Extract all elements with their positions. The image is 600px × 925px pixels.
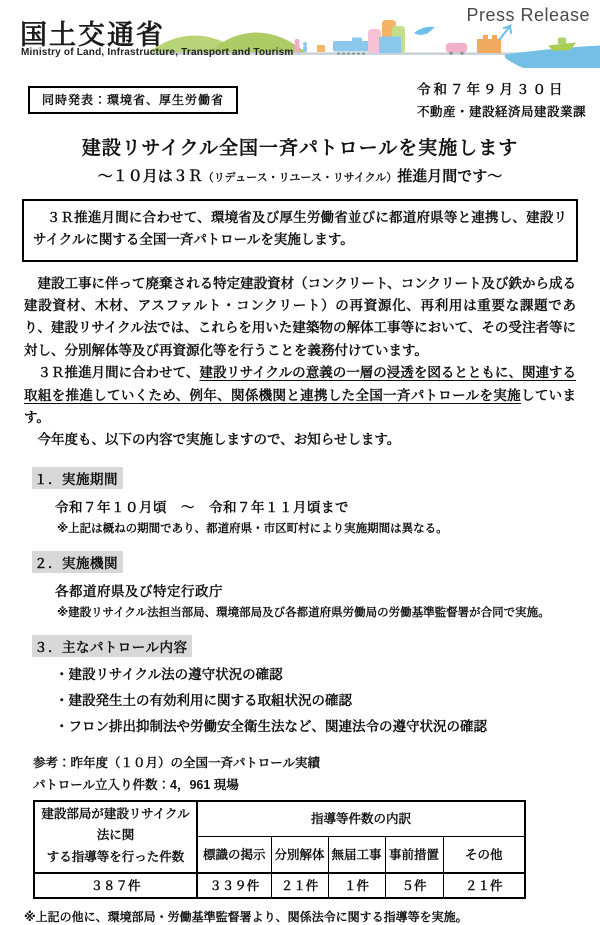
body-paragraph-2	[24, 362, 576, 429]
body-text	[24, 273, 576, 452]
subtitle-parenthetical: （リデュース・リユース・リサイクル）	[202, 172, 398, 184]
reference-count: パトロール立入り件数：4，961 現場	[33, 777, 239, 792]
paragraph-2-suffix: しています。	[24, 387, 577, 425]
joint-announcement-box: 同時発表：環境省、厚生労働省	[28, 86, 238, 114]
factory-icon	[477, 26, 511, 53]
section-patrol-contents	[0, 635, 600, 735]
body-paragraph-1: 建設工事に伴って廃棄される特定建設資材（コンクリート、コンクリート及び鉄から成る建設資材、木材、アスファルト・コンクリート）の再資源化、再利用は重要な課題であり、建設リサイクル法では、これらを用いた建築物の解体工事等において、その受注者等に対し、分別解体等及び再資源化等を行うことを義務付けています。	[24, 275, 576, 358]
table-subheader-sorting: 分別解体	[271, 837, 328, 873]
table-value-other: ２１件	[443, 873, 525, 898]
small-box-icon	[317, 45, 325, 52]
underlined-emphasis-text: 建設リサイクルの意義の一層の浸透を図るとともに、関連する取組を推進していくため、例年、関係機関と連携した全国一斉パトロールを実施	[24, 365, 577, 403]
table-left-header-line2: する指導等を行った件数	[46, 850, 185, 865]
table-header-row-1	[34, 801, 525, 837]
masthead	[0, 0, 600, 68]
table-subheader-signage: 標識の掲示	[197, 837, 271, 873]
section-2-heading: ２．実施機関	[32, 551, 123, 573]
table-group-header: 指導等件数の内訳	[197, 801, 525, 837]
release-date: 令和７年９月３０日	[416, 82, 566, 97]
page-title: 建設リサイクル全国一斉パトロールを実施します	[81, 138, 519, 159]
airplane-icon	[414, 27, 435, 35]
table-value-advance: ５件	[385, 873, 443, 898]
table-subheader-other: その他	[443, 837, 525, 873]
summary-box	[22, 199, 578, 262]
title-block	[0, 133, 600, 186]
table-value-sorting: ２１件	[271, 873, 328, 898]
paragraph-2-prefix: ３Ｒ推進月間に合わせて、	[24, 365, 200, 381]
subtitle-prefix: ～１０月は３Ｒ	[97, 168, 203, 185]
table-data-row	[34, 873, 525, 898]
reference-block	[33, 753, 600, 797]
date-block	[417, 78, 586, 120]
meta-row	[0, 68, 600, 120]
table-subheader-unreported: 無届工事	[328, 837, 385, 873]
patrol-bullet-2: ・建設発生土の有効利用に関する取組状況の確認	[55, 692, 352, 708]
footer-note: ※上記の他に、環境部局・労働基準監督署より、関係法令に関する指導等を実施。	[24, 910, 468, 925]
patrol-results-table	[33, 800, 526, 900]
department-name: 不動産・建設経済局建設業課	[416, 105, 586, 119]
subtitle-suffix: 推進月間です～	[397, 168, 503, 185]
body-paragraph-3: 今年度も、以下の内容で実施しますので、お知らせします。	[24, 432, 401, 448]
ministry-logo-subtitle: Ministry of Land, Infrastructure, Transport and Tourism	[21, 47, 294, 58]
reference-title: 参考：昨年度（１０月）の全国一斉パトロール実績	[33, 755, 321, 770]
table-value-signage: ３３９件	[197, 873, 271, 898]
press-release-label: Press Release	[466, 5, 590, 25]
section-1-period: 令和７年１０月頃 ～ 令和７年１１月頃まで	[55, 499, 349, 515]
table-left-header	[34, 801, 197, 874]
section-implementing-agencies	[0, 551, 600, 620]
section-implementation-period	[0, 467, 600, 536]
table-left-header-line1: 建設部局が建設リサイクル法に関	[41, 806, 190, 843]
section-1-heading: １．実施期間	[32, 467, 123, 489]
table-total-value: ３８７件	[34, 873, 197, 898]
table-value-unreported: １件	[328, 873, 385, 898]
table-subheader-advance: 事前措置	[385, 837, 443, 873]
section-3-heading: ３．主なパトロール内容	[32, 635, 192, 657]
patrol-bullet-1: ・建設リサイクル法の遵守状況の確認	[55, 666, 283, 682]
page-subtitle	[0, 165, 600, 186]
section-2-agencies: 各都道府県及び特定行政庁	[55, 583, 223, 599]
ministry-logo-text: 国土交通省	[20, 20, 165, 50]
buildings-icons	[368, 20, 405, 53]
section-2-note: ※建設リサイクル法担当部局、環境部局及び各都道府県労働局の労働基準監督署が合同で実施。	[57, 606, 550, 619]
section-1-note: ※上記は概ねの期間であり、都道府県・市区町村により実施期間は異なる。	[57, 522, 448, 535]
patrol-bullet-3: ・フロン排出抑制法や労働安全衛生法など、関連法令の遵守状況の確認	[55, 718, 487, 734]
summary-text: ３Ｒ推進月間に合わせて、環境省及び厚生労働省並びに都道府県等と連携し、建設リサイクルに関する全国一斉パトロールを実施します。	[33, 210, 567, 248]
